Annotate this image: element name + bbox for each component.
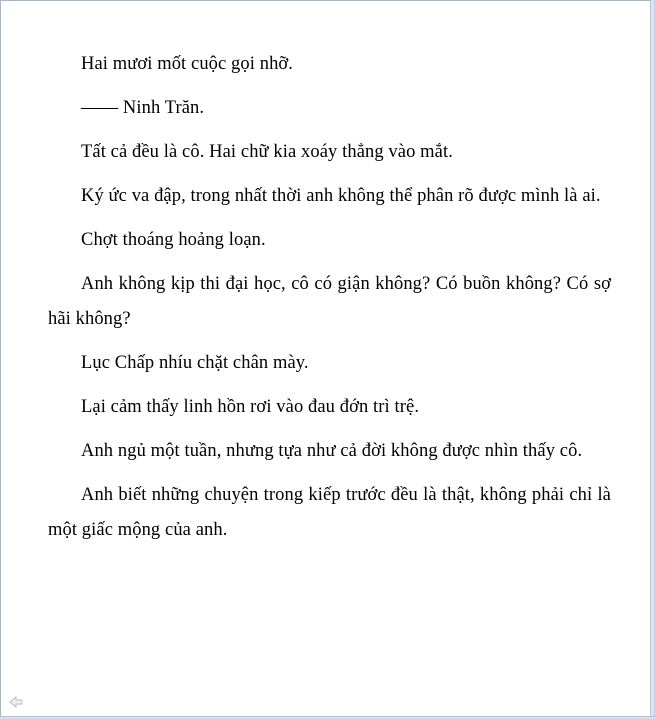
paragraph-7: Lục Chấp nhíu chặt chân mày. bbox=[81, 353, 309, 373]
window-frame-right-edge bbox=[650, 0, 655, 720]
back-arrow-icon[interactable] bbox=[9, 695, 23, 707]
paragraph-3: Tất cả đều là cô. Hai chữ kia xoáy thẳng vào mắt. bbox=[81, 142, 453, 162]
paragraph-10: Anh biết những chuyện trong kiếp trước đều là thật, không phải chỉ là một giấc mộng của anh. bbox=[48, 485, 611, 540]
paragraph-6: Anh không kịp thi đại học, cô có giận không? Có buồn không? Có sợ hãi không? bbox=[48, 274, 611, 329]
paragraph-5: Chợt thoáng hoảng loạn. bbox=[81, 230, 266, 250]
paragraph-1: Hai mươi mốt cuộc gọi nhỡ. bbox=[81, 54, 294, 74]
paragraph-2: —— Ninh Trăn. bbox=[81, 98, 205, 118]
paragraph-9: Anh ngủ một tuần, nhưng tựa như cả đời không được nhìn thấy cô. bbox=[81, 441, 583, 461]
window-frame-bottom-edge bbox=[0, 716, 655, 720]
paragraph-4: Ký ức va đập, trong nhất thời anh không thể phân rõ được mình là ai. bbox=[81, 186, 601, 206]
paragraph-8: Lại cảm thấy linh hồn rơi vào đau đớn trì trệ. bbox=[81, 397, 420, 417]
document-body bbox=[48, 47, 611, 557]
